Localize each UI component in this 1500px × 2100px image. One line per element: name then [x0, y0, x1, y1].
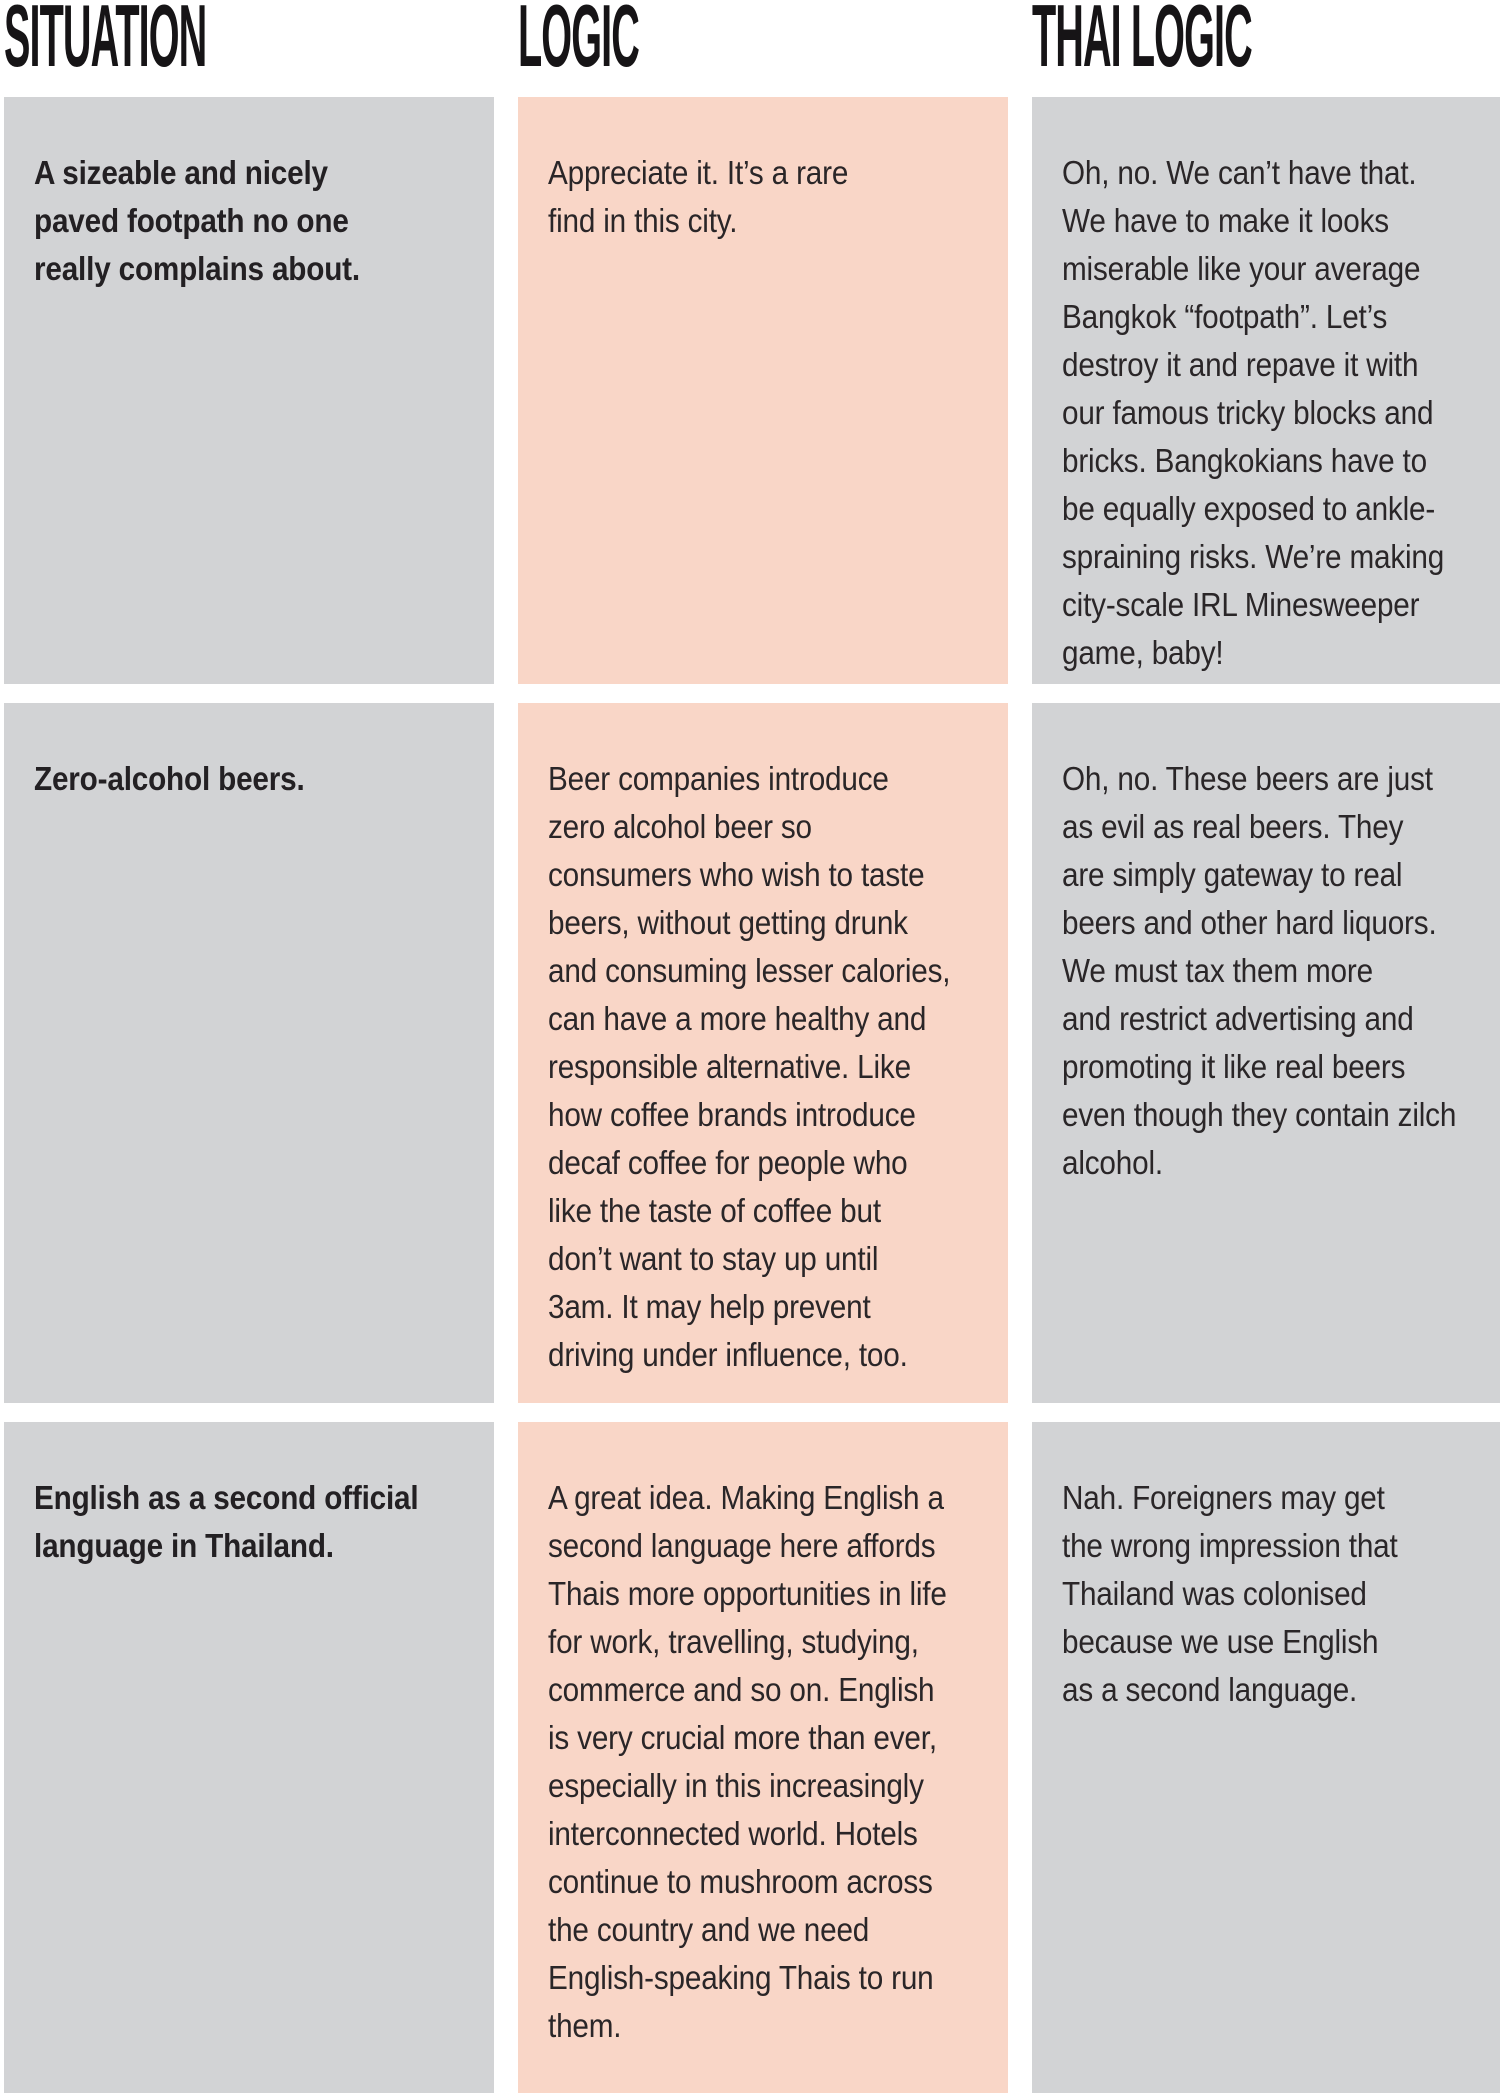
row3-thai-logic-text: Nah. Foreigners may get the wrong impression that Thailand was colonised because we use English as a second language. [1062, 1479, 1398, 1708]
row2-situation-cell [4, 703, 494, 1403]
row2-situation-text: Zero-alcohol beers. [34, 760, 305, 797]
row2-logic-text: Beer companies introduce zero alcohol beer so consumers who wish to taste beers, without getting drunk and consuming lesser calories, can have a more healthy and responsible alternative. Like how coffee brands introduce decaf coffee for people who like the taste of coffee but don’t want to stay up until 3am. It may help prevent driving under influence, too. [548, 760, 951, 1373]
row2-thai-logic-text: Oh, no. These beers are just as evil as real beers. They are simply gateway to real beers and other hard liquors. We must tax them more and restrict advertising and promoting it like real beers even though they contain zilch alcohol. [1062, 760, 1457, 1181]
row1-thai-logic-cell [1032, 97, 1500, 684]
row3-situation-cell [4, 1422, 494, 2093]
column-header-situation: SITUATION [4, 0, 207, 85]
row1-logic-text: Appreciate it. It’s a rare find in this city. [548, 154, 849, 239]
row1-situation-text: A sizeable and nicely paved footpath no one really complains about. [34, 154, 360, 287]
row1-thai-logic-text: Oh, no. We can’t have that. We have to make it looks miserable like your average Bangkok “footpath”. Let’s destroy it and repave it with our famous tricky blocks and bricks. Bangkokians have to be equally exposed to ankle- spraining risks. We’re making city-scale IRL Minesweeper game, baby! [1062, 154, 1445, 671]
row3-thai-logic-cell [1032, 1422, 1500, 2093]
row2-logic-cell [518, 703, 1008, 1403]
column-header-thai-logic: THAI LOGIC [1032, 0, 1252, 85]
row3-logic-cell [518, 1422, 1008, 2093]
row3-situation-text: English as a second official language in Thailand. [34, 1479, 419, 1564]
column-header-logic: LOGIC [518, 0, 639, 85]
row1-situation-cell [4, 97, 494, 684]
row3-logic-text: A great idea. Making English a second language here affords Thais more opportunities in life for work, travelling, studying, commerce and so on. English is very crucial more than ever, especially in this increasingly interconnected world. Hotels continue to mushroom across the country and we need English-speaking Thais to run them. [548, 1479, 947, 2044]
row2-thai-logic-cell [1032, 703, 1500, 1403]
row1-logic-cell [518, 97, 1008, 684]
